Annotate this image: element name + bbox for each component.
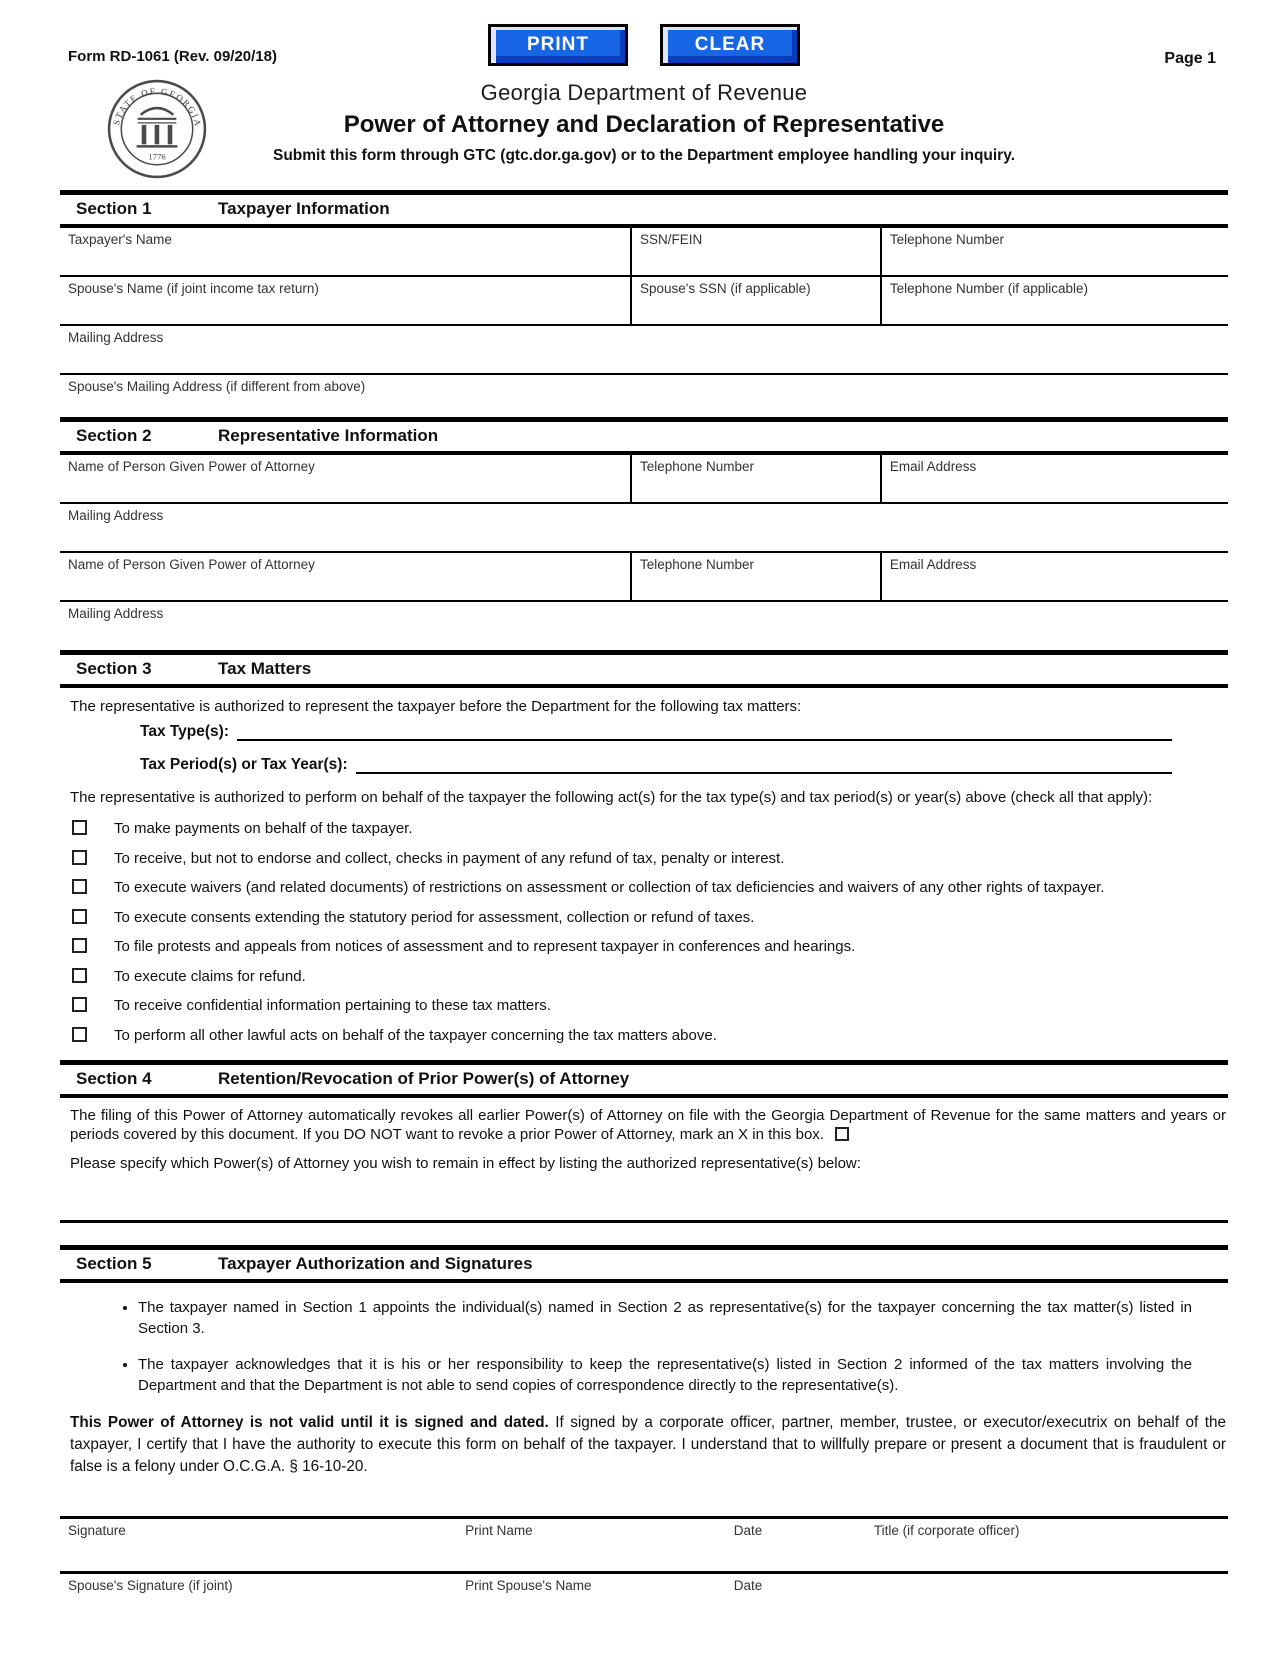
title-block xyxy=(60,80,1228,165)
act-label: To execute waivers (and related documents) of restrictions on assessment or collection of tax deficiencies and waivers of any other rights of taxpayer. xyxy=(114,879,1105,896)
section-2-number: Section 2 xyxy=(76,426,152,445)
retention-body xyxy=(70,1106,1226,1144)
authorization-bullet: • The taxpayer named in Section 1 appoints the individual(s) named in Section 2 as representative(s) for the taxpayer concerning the tax matter(s) listed in Section 3. xyxy=(138,1297,1192,1340)
taxpayer-row xyxy=(60,228,1228,277)
act-item xyxy=(60,844,1228,874)
section-4-header xyxy=(60,1060,1228,1098)
validity-statement xyxy=(70,1412,1226,1478)
form-title: Power of Attorney and Declaration of Representative xyxy=(343,111,945,138)
validity-bold-text: This Power of Attorney is not valid until it is signed and dated. xyxy=(70,1413,549,1431)
spouse-row xyxy=(60,277,1228,326)
section-5-title: Taxpayer Authorization and Signatures xyxy=(218,1253,533,1273)
field-rep2-mailing-address[interactable]: Mailing Address xyxy=(68,606,164,621)
rep2-mailing-row xyxy=(60,602,1228,644)
act-label: To receive, but not to endorse and collect, checks in payment of any refund of tax, penalty or interest. xyxy=(114,849,785,867)
act-item xyxy=(60,873,1228,903)
act-checkbox[interactable] xyxy=(72,909,87,924)
form-header xyxy=(60,0,1228,190)
submit-instruction: Submit this form through GTC (gtc.dor.ga.gov) or to the Department employee handling your inquiry. xyxy=(272,147,1015,164)
authorization-bullet: • The taxpayer acknowledges that it is his or her responsibility to keep the representative(s) listed in Section 2 informed of the tax matters involving the Department and that the Department is not able to send copies of correspondence directly to the representative(s). xyxy=(138,1354,1192,1397)
field-rep1-name[interactable]: Name of Person Given Power of Attorney xyxy=(68,459,315,474)
form-number: Form RD-1061 (Rev. 09/20/18) xyxy=(68,48,277,65)
mailing-address-row xyxy=(60,326,1228,375)
act-label: To file protests and appeals from notices of assessment and to represent taxpayer in conferences and hearings. xyxy=(114,938,856,955)
field-mailing-address[interactable]: Mailing Address xyxy=(68,330,164,345)
act-label: To execute consents extending the statutory period for assessment, collection or refund of taxes. xyxy=(114,908,755,926)
act-label: To perform all other lawful acts on behalf of the taxpayer concerning the tax matters above. xyxy=(114,1026,717,1044)
seal-year: 1776 xyxy=(148,151,166,162)
act-item xyxy=(60,962,1228,992)
spouse-signature-row xyxy=(60,1571,1228,1635)
act-checkbox[interactable] xyxy=(72,850,87,865)
agency-name: Georgia Department of Revenue xyxy=(480,80,808,105)
section-3-title: Tax Matters xyxy=(218,659,312,678)
act-checkbox[interactable] xyxy=(72,1027,87,1042)
section-3-number: Section 3 xyxy=(76,659,152,678)
act-checkbox[interactable] xyxy=(72,879,87,894)
field-taxpayer-name[interactable]: Taxpayer's Name xyxy=(68,232,172,247)
specify-instruction: Please specify which Power(s) of Attorney you wish to remain in effect by listing the authorized representative(s) below: xyxy=(70,1155,861,1173)
act-checkbox[interactable] xyxy=(72,938,87,953)
act-label: To receive confidential information pertaining to these tax matters. xyxy=(114,997,551,1014)
tax-periods-label: Tax Period(s) or Tax Year(s): xyxy=(140,755,348,773)
section-1-number: Section 1 xyxy=(76,199,152,218)
prior-poa-write-in-line[interactable] xyxy=(60,1220,1228,1223)
tax-types-label: Tax Type(s): xyxy=(140,722,229,740)
act-item xyxy=(60,903,1228,933)
field-rep1-telephone[interactable]: Telephone Number xyxy=(630,455,880,502)
act-label: To execute claims for refund. xyxy=(114,967,306,985)
page-number: Page 1 xyxy=(1164,50,1216,67)
act-label: To make payments on behalf of the taxpayer. xyxy=(114,820,413,837)
section-2-header xyxy=(60,417,1228,455)
clear-button[interactable]: CLEAR xyxy=(660,24,800,66)
validity-rest-text: If signed by a corporate officer, partner, member, trustee, or executor/executrix on behalf of the taxpayer, I certify that I have the authority to execute this form on behalf of the taxpayer. I understand that to willfully prepare or present a document that is fraudulent or false is a felony under O.C.G.A. § 16-10-20. xyxy=(70,1413,1226,1475)
print-name-field[interactable]: Print Name xyxy=(465,1522,533,1538)
section-5-number: Section 5 xyxy=(76,1253,152,1273)
act-checkbox[interactable] xyxy=(72,968,87,983)
act-item xyxy=(60,991,1228,1021)
field-spouse-name[interactable]: Spouse's Name (if joint income tax return) xyxy=(68,281,319,296)
print-spouse-name-field[interactable]: Print Spouse's Name xyxy=(465,1577,592,1593)
tax-types-row xyxy=(140,721,1172,741)
spouse-signature-field[interactable]: Spouse's Signature (if joint) xyxy=(68,1577,233,1593)
retain-prior-poa-checkbox[interactable] xyxy=(835,1127,849,1141)
field-rep2-telephone[interactable]: Telephone Number xyxy=(630,553,880,600)
field-ssn-fein[interactable]: SSN/FEIN xyxy=(630,228,880,275)
tax-types-input-line[interactable] xyxy=(237,721,1172,741)
representative-2-row xyxy=(60,553,1228,602)
print-button[interactable]: PRINT xyxy=(488,24,628,66)
field-rep2-name[interactable]: Name of Person Given Power of Attorney xyxy=(68,557,315,572)
spouse-mailing-address-row xyxy=(60,375,1228,417)
field-spouse-ssn[interactable]: Spouse's SSN (if applicable) xyxy=(630,277,880,324)
section-1-title: Taxpayer Information xyxy=(218,199,390,218)
field-spouse-telephone[interactable]: Telephone Number (if applicable) xyxy=(880,277,1228,324)
field-rep1-mailing-address[interactable]: Mailing Address xyxy=(68,508,164,523)
signature-field[interactable]: Signature xyxy=(68,1522,126,1538)
acts-intro: The representative is authorized to perform on behalf of the taxpayer the following act(s) for the tax type(s) and tax period(s) or year(s) above (check all that apply): xyxy=(70,788,1153,806)
spouse-date-field[interactable]: Date xyxy=(733,1577,763,1593)
field-rep2-email[interactable]: Email Address xyxy=(880,553,1228,600)
authorization-bullets xyxy=(60,1297,1192,1397)
rep1-mailing-row xyxy=(60,504,1228,553)
section-4-number: Section 4 xyxy=(76,1069,152,1088)
seal-ring-text: STATE OF GEORGIA xyxy=(111,86,204,129)
act-item xyxy=(60,932,1228,962)
act-item xyxy=(60,1021,1228,1051)
tax-periods-input-line[interactable] xyxy=(356,754,1172,774)
act-checkbox[interactable] xyxy=(72,820,87,835)
field-spouse-mailing-address[interactable]: Spouse's Mailing Address (if different from above) xyxy=(68,379,366,394)
authorized-acts-list xyxy=(60,814,1228,1050)
retention-body-text: The filing of this Power of Attorney automatically revokes all earlier Power(s) of Attorney on file with the Georgia Department of Revenue for the same matters and years or periods covered by this document. If you DO NOT want to revoke a prior Power of Attorney, mark an X in this box. xyxy=(70,1107,1226,1144)
date-field[interactable]: Date xyxy=(733,1522,763,1538)
title-field[interactable]: Title (if corporate officer) xyxy=(873,1522,1020,1538)
act-checkbox[interactable] xyxy=(72,997,87,1012)
document-page xyxy=(60,0,1228,1635)
section-1-header xyxy=(60,190,1228,228)
section-5-header xyxy=(60,1245,1228,1283)
act-item xyxy=(60,814,1228,844)
section-3-header xyxy=(60,650,1228,688)
section-4-title: Retention/Revocation of Prior Power(s) of Attorney xyxy=(218,1069,630,1088)
tax-matters-intro: The representative is authorized to represent the taxpayer before the Department for the following tax matters: xyxy=(70,698,802,715)
section-2-title: Representative Information xyxy=(218,426,439,445)
field-telephone-number[interactable]: Telephone Number xyxy=(880,228,1228,275)
tax-periods-row xyxy=(140,754,1172,774)
field-rep1-email[interactable]: Email Address xyxy=(880,455,1228,502)
signature-row xyxy=(60,1516,1228,1571)
representative-1-row xyxy=(60,455,1228,504)
